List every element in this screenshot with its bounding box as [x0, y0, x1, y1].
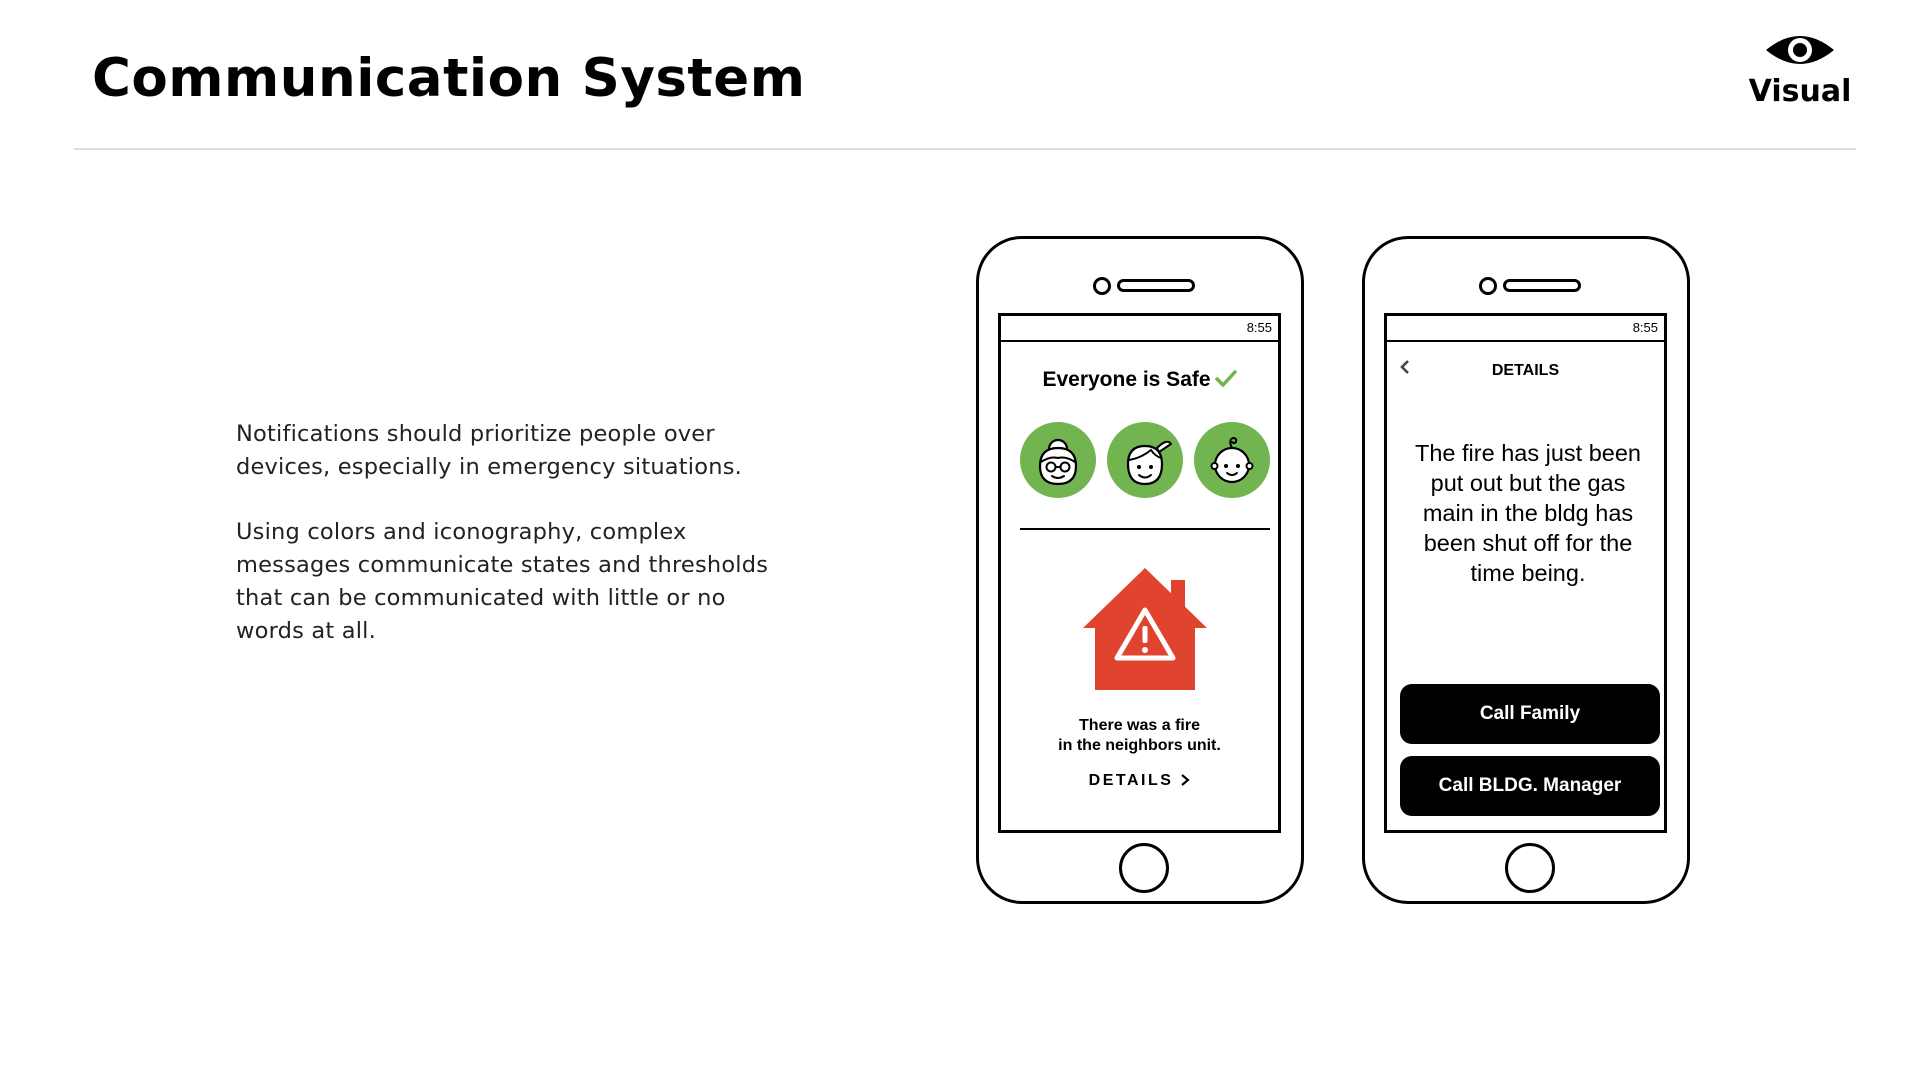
- camera-icon: [1093, 277, 1111, 295]
- alert-message: [1001, 716, 1278, 756]
- page-title: Communication System: [92, 48, 806, 109]
- baby-icon: [1194, 422, 1270, 498]
- camera-icon: [1479, 277, 1497, 295]
- status-time: 8:55: [1246, 320, 1272, 335]
- grandma-icon: [1020, 422, 1096, 498]
- brand-logo: [1742, 30, 1858, 109]
- chevron-right-icon: [1180, 774, 1190, 786]
- status-time: 8:55: [1632, 320, 1658, 335]
- intro-text: [236, 418, 796, 680]
- intro-paragraph: Notifications should prioritize people over devices, especially in emergency situations.: [236, 421, 742, 480]
- check-icon: [1215, 369, 1237, 389]
- status-bar: [1387, 316, 1664, 342]
- girl-avatar[interactable]: [1107, 422, 1183, 498]
- phone-mockup-details: [1362, 236, 1690, 904]
- alert-line: There was a fire: [1079, 717, 1200, 734]
- call-manager-button[interactable]: Call BLDG. Manager: [1400, 756, 1660, 816]
- detail-message: The fire has just been put out but the gas main in the bldg has been shut off for the time being.: [1415, 440, 1641, 586]
- phone-screen: [998, 313, 1281, 833]
- intro-paragraph: Using colors and iconography, complex messages communicate states and thresholds that can be communicated with little or no words at all.: [236, 519, 769, 644]
- speaker-icon: [1503, 279, 1581, 292]
- grandma-avatar[interactable]: [1020, 422, 1096, 498]
- details-link-label: DETAILS: [1088, 772, 1174, 789]
- house-warning-icon: [1083, 566, 1207, 692]
- home-button[interactable]: [1119, 843, 1169, 893]
- call-family-button[interactable]: Call Family: [1400, 684, 1660, 744]
- header-divider: [74, 148, 1856, 150]
- home-button[interactable]: [1505, 843, 1555, 893]
- screen-title: DETAILS: [1491, 362, 1560, 379]
- safety-status-title: [1001, 368, 1278, 392]
- phone-mockup-safety: [976, 236, 1304, 904]
- details-link[interactable]: [1001, 772, 1278, 790]
- alert-line: in the neighbors unit.: [1058, 737, 1221, 754]
- speaker-icon: [1117, 279, 1195, 292]
- section-divider: [1020, 528, 1270, 530]
- phone-screen: [1384, 313, 1667, 833]
- baby-avatar[interactable]: [1194, 422, 1270, 498]
- safety-status-label: Everyone is Safe: [1042, 368, 1211, 391]
- status-bar: [1001, 316, 1278, 342]
- girl-icon: [1107, 422, 1183, 498]
- eye-icon: [1764, 30, 1836, 70]
- brand-name: Visual: [1748, 74, 1852, 109]
